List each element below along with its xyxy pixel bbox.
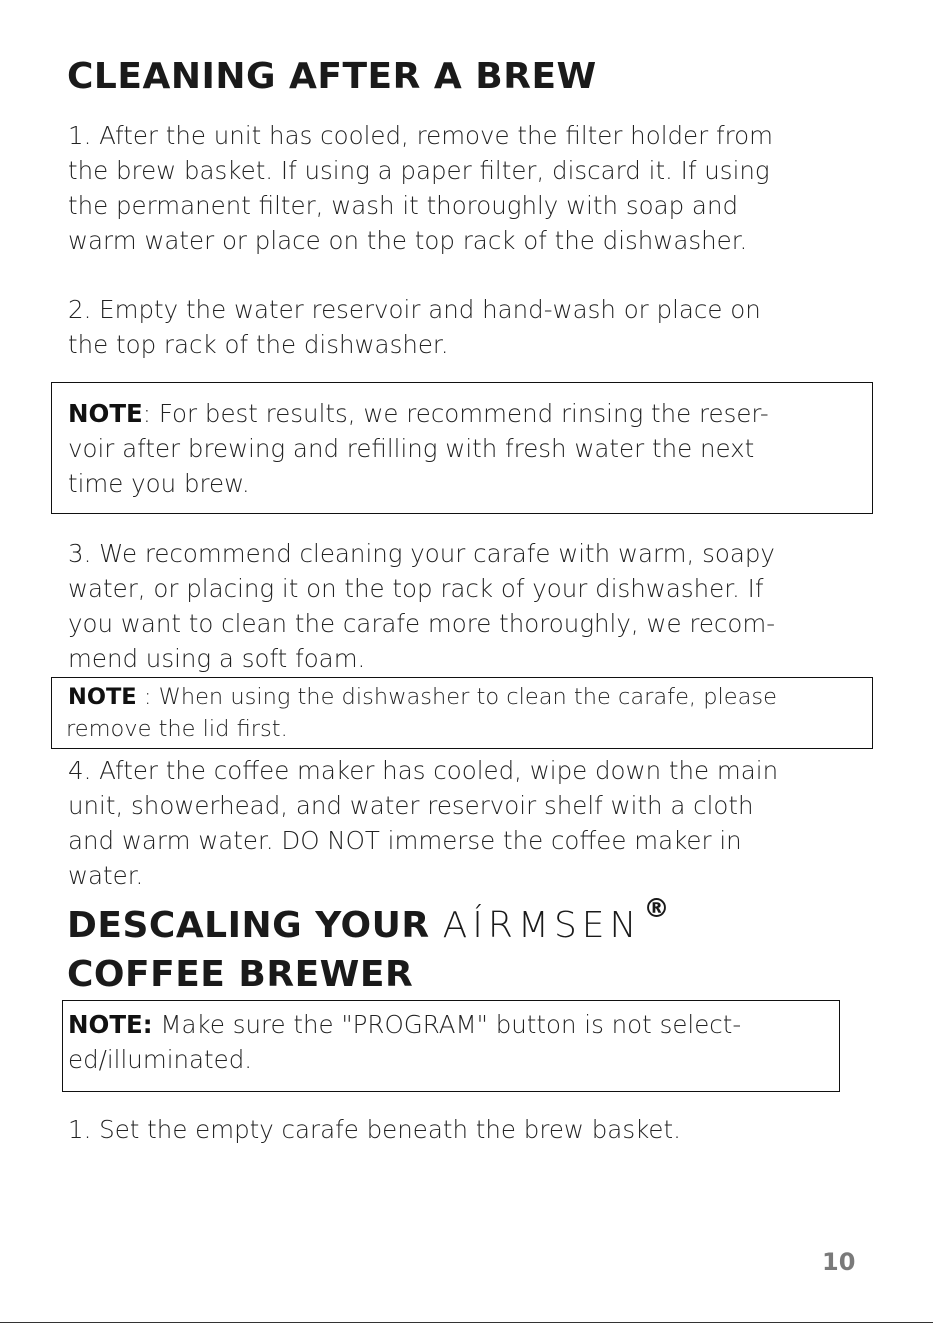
registered-mark: ® [643,894,670,924]
text-line: 4. After the coffee maker has cooled, wipe down the main [68,756,779,785]
cleaning-step-2 [68,292,761,362]
note-program-text [68,1007,741,1077]
text-line: ed/illuminated. [68,1045,253,1074]
text-line: 3. We recommend cleaning your carafe with warm, soapy [68,539,775,568]
text-line: voir after brewing and refilling with fresh water the next [68,434,755,463]
text-line: and warm water. DO NOT immerse the coffee maker in [68,826,742,855]
section-title-descaling-line2: COFFEE BREWER [67,954,414,995]
page-number: 10 [822,1248,856,1276]
text-line: 1. After the unit has cooled, remove the filter holder from [68,121,774,150]
section-title-cleaning: CLEANING AFTER A BREW [67,56,597,97]
text-line: remove the lid first. [66,716,288,742]
text-line [68,396,769,431]
cleaning-step-1 [68,118,773,258]
brand-logo: AÍRMSEN [442,905,642,946]
text-line: unit, showerhead, and water reservoir shelf with a cloth [68,791,754,820]
text-line [68,681,777,713]
note-text: Make sure the "PROGRAM" button is not select- [152,1010,742,1039]
text-line: water, or placing it on the top rack of your dishwasher. If [68,574,764,603]
note-rinse-text [68,396,769,501]
text-line: water. [68,861,144,890]
text-line: you want to clean the carafe more thoroughly, we recom- [68,609,776,638]
descaling-step-1: 1. Set the empty carafe beneath the brew basket. [68,1115,681,1144]
note-label: NOTE: [68,1010,153,1039]
text-line: the brew basket. If using a paper filter, discard it. If using [68,156,770,185]
text-line: time you brew. [68,469,250,498]
text-line [68,1007,741,1042]
note-text: : When using the dishwasher to clean the carafe, please [136,684,777,710]
cleaning-step-4 [68,753,778,893]
note-dishwasher-text [68,681,777,745]
section-title-descaling [67,894,670,946]
cleaning-step-3 [68,536,775,676]
text-line: 2. Empty the water reservoir and hand-wash or place on [68,295,761,324]
title-prefix: DESCALING YOUR [67,905,430,946]
text-line: the top rack of the dishwasher. [68,330,449,359]
text-line: mend using a soft foam. [68,644,366,673]
text-line: the permanent filter, wash it thoroughly with soap and [68,191,739,220]
note-text: : For best results, we recommend rinsing the reser- [142,399,769,428]
bottom-divider [0,1322,933,1323]
note-label: NOTE [68,684,137,710]
note-label: NOTE [68,399,143,428]
text-line: warm water or place on the top rack of the dishwasher. [68,226,748,255]
